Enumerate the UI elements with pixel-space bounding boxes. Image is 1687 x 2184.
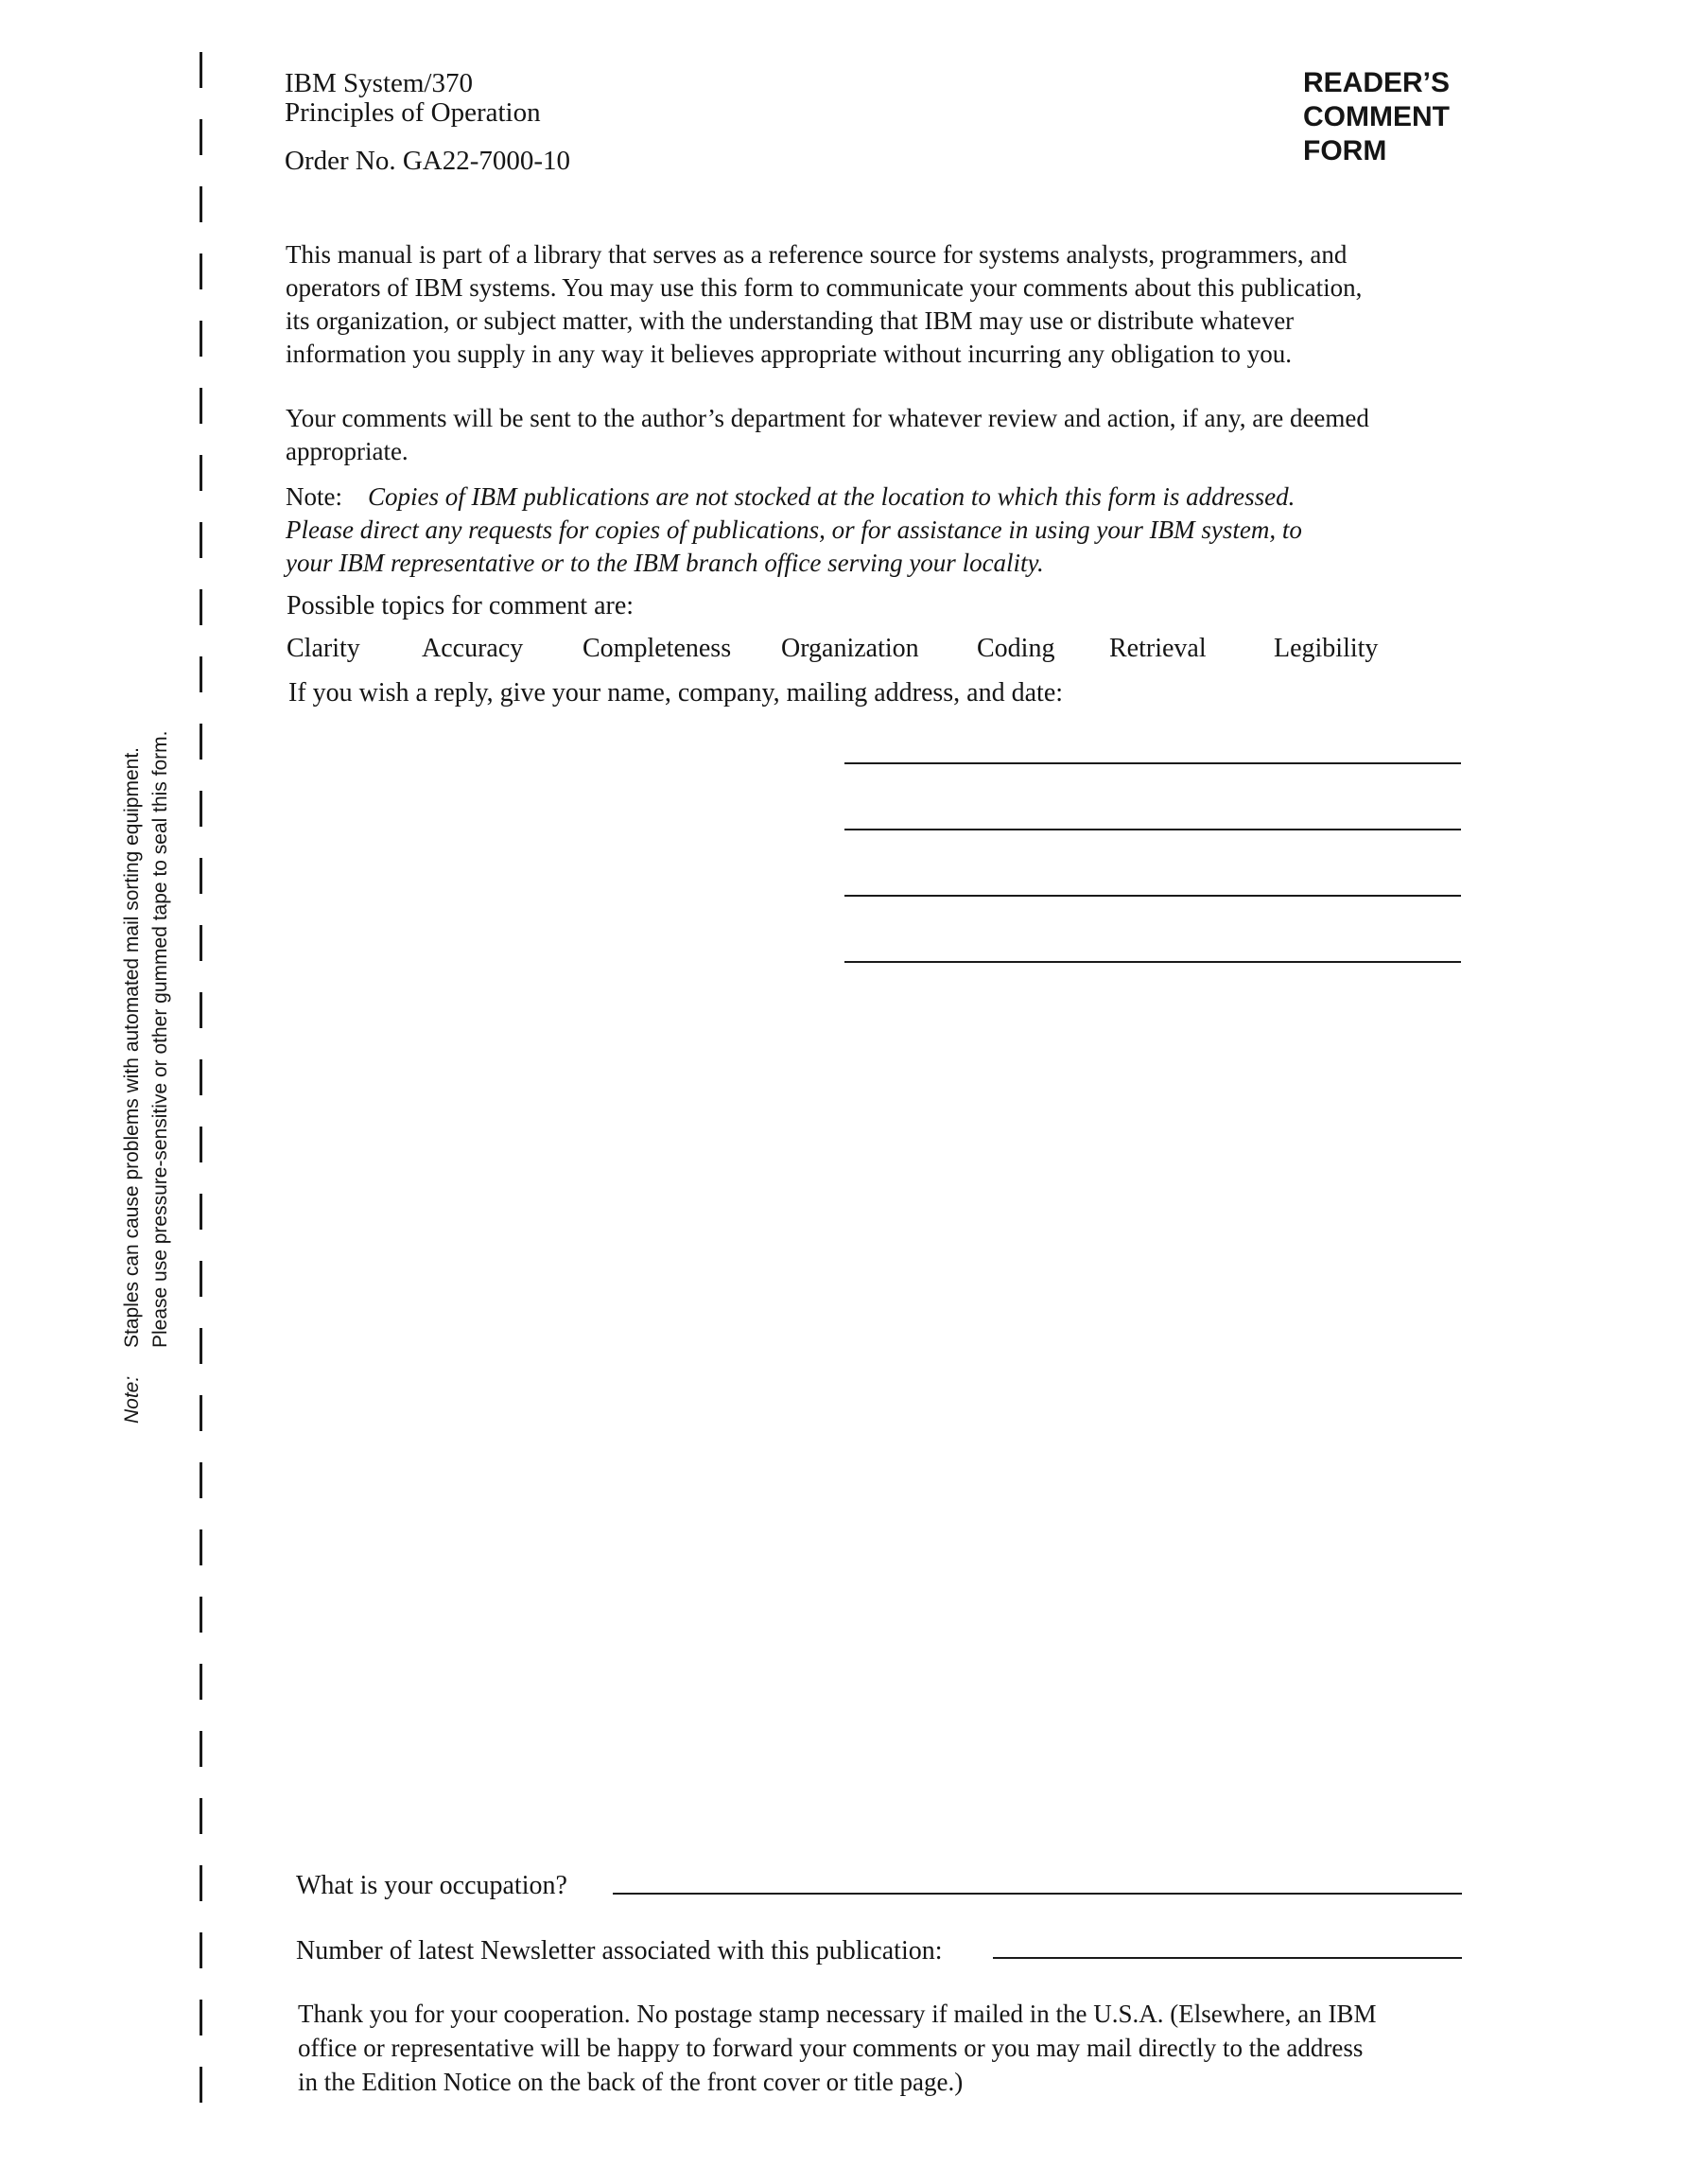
topic-clarity: Clarity	[287, 634, 360, 663]
intro-line: its organization, or subject matter, with the understanding that IBM may use or distribute whatever	[286, 306, 1295, 335]
cut-line-dash	[200, 858, 202, 894]
form-title	[1303, 66, 1450, 168]
cut-line-dash	[200, 1664, 202, 1700]
topic-coding: Coding	[977, 634, 1055, 663]
cut-line-dash	[200, 1529, 202, 1565]
cut-line-dash	[200, 253, 202, 289]
cut-line-dash	[200, 992, 202, 1028]
cut-line-dash	[200, 1059, 202, 1095]
cut-line-dash	[200, 321, 202, 357]
cut-line-dash	[200, 1865, 202, 1901]
review-line: Your comments will be sent to the author’s department for whatever review and action, if any, are deemed	[286, 404, 1369, 432]
thanks-line: in the Edition Notice on the back of the front cover or title page.)	[298, 2068, 964, 2096]
cut-line-dash	[200, 1932, 202, 1968]
cut-line-dash	[200, 2067, 202, 2103]
review-paragraph	[286, 402, 1553, 468]
cut-line-dash	[200, 1597, 202, 1633]
side-note-line-2: Please use pressure-sensitive or other gummed tape to seal this form.	[149, 730, 171, 1348]
form-title-line-3: FORM	[1303, 135, 1387, 166]
cut-line-dash	[200, 1462, 202, 1498]
form-title-line-1: READER’S	[1303, 67, 1451, 98]
intro-line: information you supply in any way it believes appropriate without incurring any obligation to you.	[286, 340, 1293, 368]
reply-line-company[interactable]	[844, 829, 1461, 830]
note-line: Please direct any requests for copies of publications, or for assistance in using your IBM system, to	[286, 515, 1302, 544]
intro-line: operators of IBM systems. You may use this form to communicate your comments about this publication,	[286, 273, 1363, 302]
review-line: appropriate.	[286, 437, 409, 465]
cut-line-dash	[200, 388, 202, 424]
topics-intro: Possible topics for comment are:	[287, 591, 635, 620]
cut-line-dash	[200, 2000, 202, 2035]
cut-line-dash	[200, 1194, 202, 1230]
cut-line-dash	[200, 1731, 202, 1767]
side-note-label: Note:	[121, 1375, 143, 1424]
cut-line-dash	[200, 724, 202, 760]
cut-line-dash	[200, 1261, 202, 1297]
topic-completeness: Completeness	[583, 634, 732, 663]
side-note-line-1: Staples can cause problems with automated mail sorting equipment.	[121, 746, 143, 1348]
topic-retrieval: Retrieval	[1109, 634, 1207, 663]
cut-line-dash	[200, 791, 202, 827]
publication-subtitle: Principles of Operation	[285, 97, 541, 128]
cut-line-dash	[200, 522, 202, 558]
publication-title: IBM System/370	[285, 68, 473, 98]
side-note	[118, 629, 175, 1424]
cut-line-dash	[200, 119, 202, 155]
form-title-line-2: COMMENT	[1303, 101, 1450, 132]
reply-prompt: If you wish a reply, give your name, company, mailing address, and date:	[288, 678, 1064, 708]
note-line: your IBM representative or to the IBM branch office serving your locality.	[286, 549, 1044, 577]
note-line: Copies of IBM publications are not stocked at the location to which this form is addressed.	[368, 482, 1296, 511]
topic-legibility: Legibility	[1274, 634, 1379, 663]
thanks-paragraph	[298, 1997, 1565, 2099]
reply-line-address[interactable]	[844, 895, 1461, 897]
newsletter-label: Number of latest Newsletter associated with this publication:	[296, 1936, 943, 1966]
occupation-field[interactable]	[613, 1893, 1462, 1895]
cut-line-dash	[200, 186, 202, 222]
occupation-label: What is your occupation?	[296, 1871, 567, 1900]
intro-line: This manual is part of a library that serves as a reference source for systems analysts, programmers, and	[286, 240, 1348, 269]
cut-line-dash	[200, 52, 202, 88]
cut-line-dash	[200, 925, 202, 961]
note-label: Note:	[286, 482, 342, 511]
intro-paragraph	[286, 238, 1553, 371]
newsletter-field[interactable]	[993, 1957, 1462, 1959]
order-number: Order No. GA22-7000-10	[285, 146, 571, 176]
topic-accuracy: Accuracy	[422, 634, 524, 663]
cut-line-dash	[200, 589, 202, 625]
cut-line-dash	[200, 1798, 202, 1834]
cut-line-dash	[200, 1328, 202, 1364]
thanks-line: Thank you for your cooperation. No postage stamp necessary if mailed in the U.S.A. (Elsewhere, an IBM	[298, 2000, 1377, 2028]
thanks-line: office or representative will be happy to forward your comments or you may mail directly to the address	[298, 2034, 1364, 2062]
note-paragraph	[286, 480, 1553, 580]
cut-line-dash	[200, 455, 202, 491]
reply-line-name[interactable]	[844, 762, 1461, 764]
reply-line-date[interactable]	[844, 961, 1461, 963]
topic-organization: Organization	[781, 634, 919, 663]
cut-line-dash	[200, 1395, 202, 1431]
cut-line-dash	[200, 1127, 202, 1162]
cut-line-dash	[200, 656, 202, 692]
